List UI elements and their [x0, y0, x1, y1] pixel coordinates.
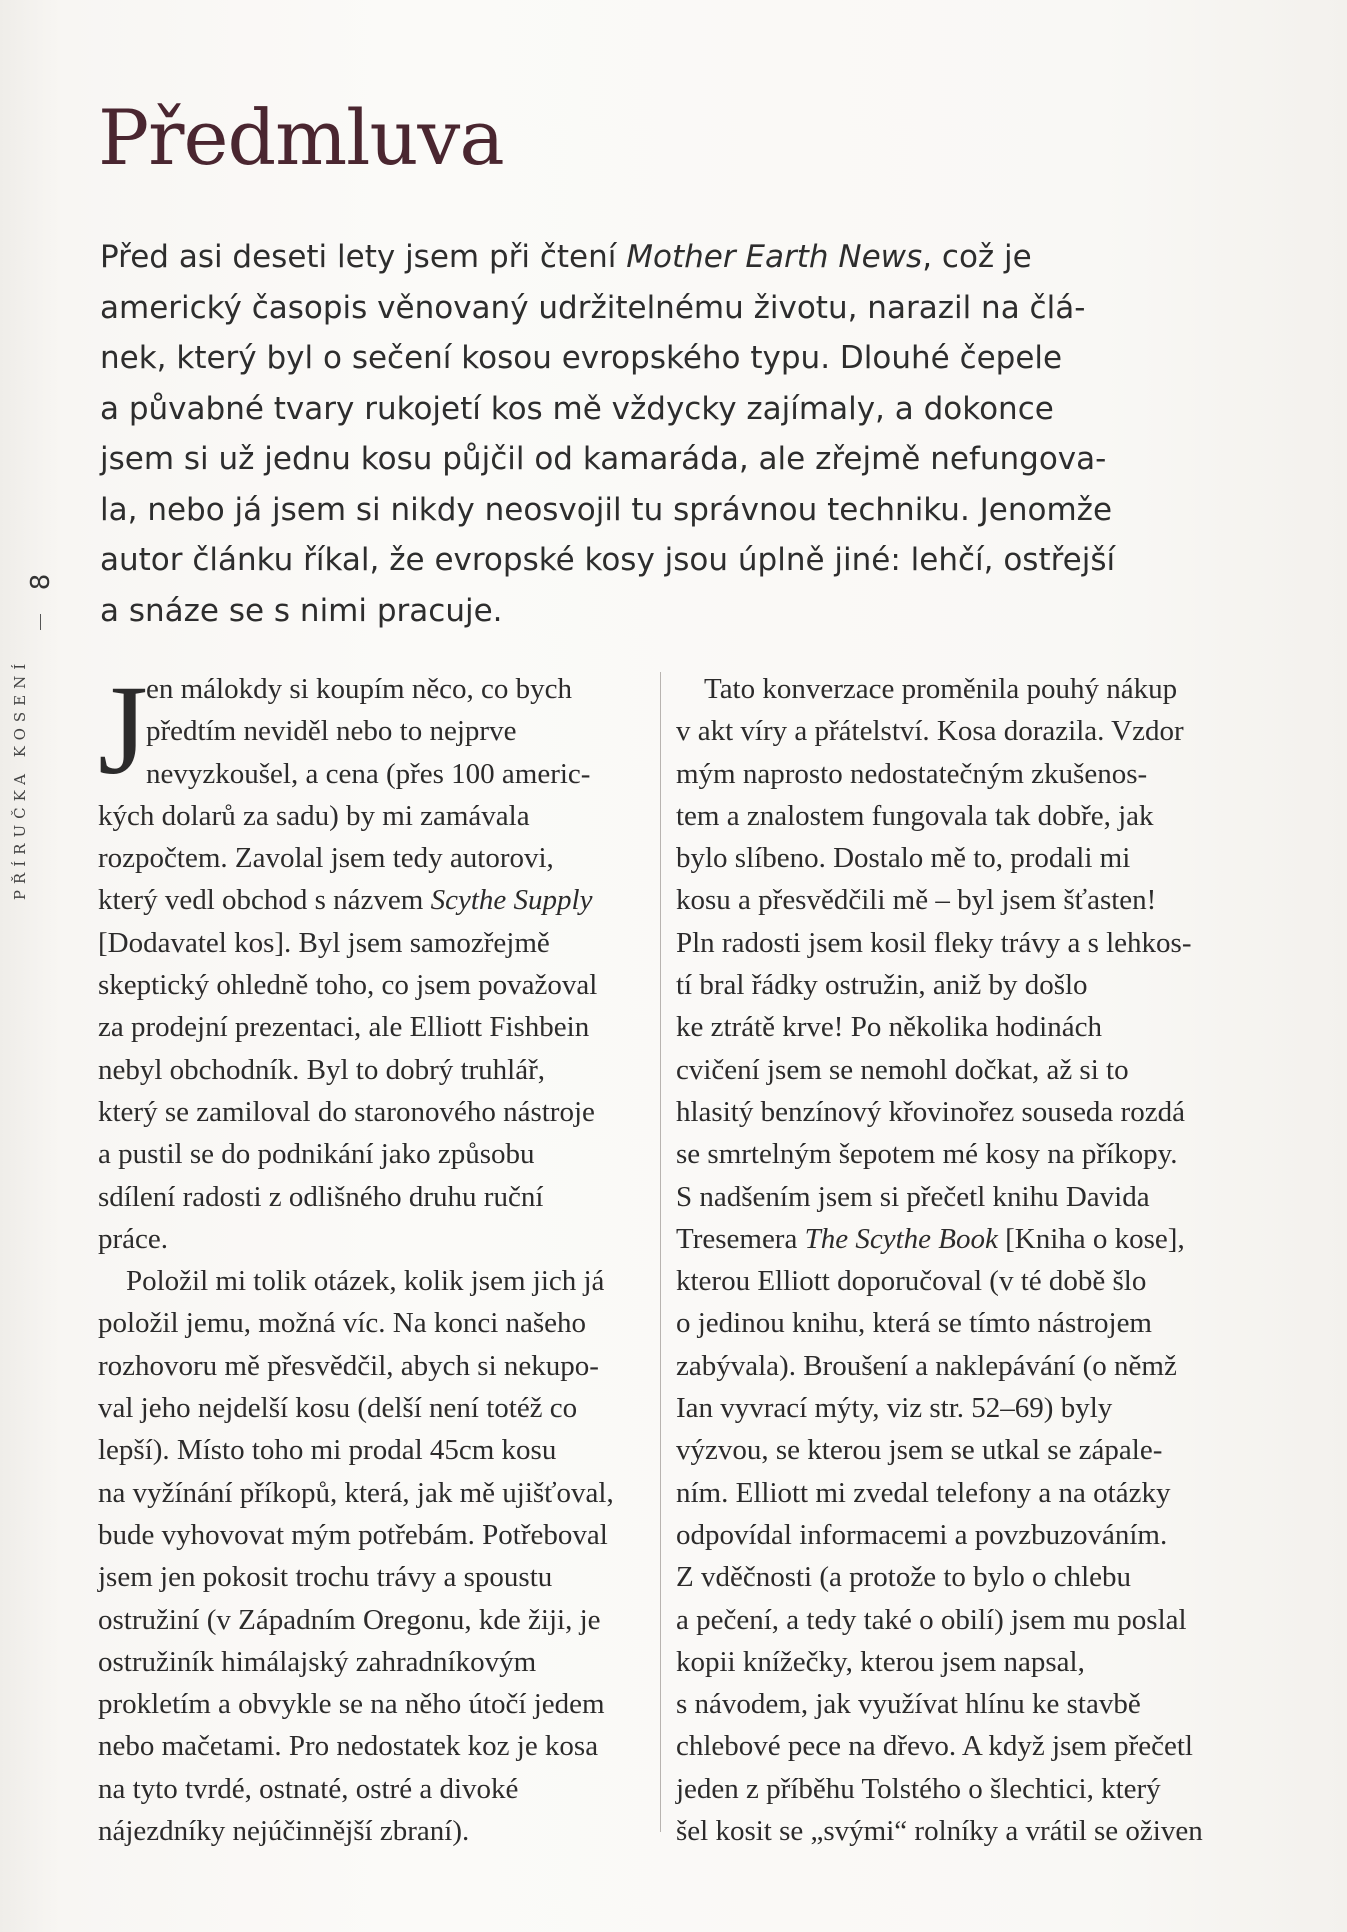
body-line: ostružiník himálajský zahradníkovým — [98, 1645, 537, 1678]
page-number: 8 — [26, 573, 56, 591]
body-line: jsem jen pokosit trochu trávy a spoustu — [98, 1561, 553, 1594]
body-line: hlasitý benzínový křovinořez souseda rozdá — [676, 1095, 1185, 1128]
body-line: položil jemu, možná víc. Na konci našeho — [98, 1307, 587, 1340]
intro-text: Před asi deseti lety jsem při čtení — [100, 239, 627, 275]
left-column — [98, 659, 638, 1852]
body-line: výzvou, se kterou jsem se utkal se zápale- — [676, 1434, 1163, 1467]
intro-line: la, nebo já jsem si nikdy neosvojil tu správnou techniku. Jenomže — [100, 491, 1113, 528]
body-line: lepší). Místo toho mi prodal 45cm kosu — [98, 1434, 557, 1467]
intro-line: nek, který byl o sečení kosou evropského typu. Dlouhé čepele — [100, 340, 1063, 376]
body-line: ostružiní (v Západním Oregonu, kde žiji, je — [98, 1603, 601, 1636]
intro-line: americký časopis věnovaný udržitelnému životu, narazil na člá- — [100, 289, 1086, 326]
body-line: předtím neviděl nebo to nejprve — [146, 715, 517, 748]
body-line: bude vyhovovat mým potřebám. Potřeboval — [98, 1518, 608, 1551]
drop-cap: J — [98, 659, 148, 801]
body-line: zabývala). Broušení a naklepávání (o němž — [676, 1349, 1177, 1382]
body-text: Tresemera — [676, 1222, 805, 1255]
body-line: odpovídal informacemi a povzbuzováním. — [676, 1518, 1168, 1551]
body-line: nebo mačetami. Pro nedostatek koz je kosa — [98, 1730, 599, 1763]
body-line: kosu a přesvědčili mě – byl jsem šťasten! — [676, 884, 1157, 917]
body-line: Ian vyvrací mýty, viz str. 52–69) byly — [676, 1392, 1113, 1425]
body-line: se smrtelným šepotem mé kosy na příkopy. — [676, 1138, 1178, 1171]
body-line: prokletím a obvykle se na něho útočí jedem — [98, 1688, 605, 1721]
intro-line — [100, 232, 1245, 283]
body-line: Pln radosti jsem kosil fleky trávy a s lehkos- — [676, 926, 1192, 959]
body-line — [676, 1218, 1246, 1260]
body-line: Tato konverzace proměnila pouhý nákup — [704, 673, 1178, 705]
body-line: ním. Elliott mi zvedal telefony a na otázky — [676, 1476, 1171, 1509]
intro-line: a snáze se s nimi pracuje. — [100, 592, 503, 629]
body-line: za prodejní prezentaci, ale Elliott Fishbein — [98, 1011, 590, 1044]
body-line: práce. — [98, 1222, 169, 1255]
body-line: v akt víry a přátelství. Kosa dorazila. Vzdor — [676, 715, 1184, 748]
body-line: rozpočtem. Zavolal jsem tedy autorovi, — [98, 842, 554, 875]
running-head-separator — [40, 614, 41, 630]
column-divider — [660, 672, 661, 1832]
chapter-title: Předmluva — [98, 93, 504, 182]
intro-line: a půvabné tvary rukojetí kos mě vždycky zajímaly, a dokonce — [100, 390, 1054, 427]
body-line: en málokdy si koupím něco, co bych — [146, 673, 573, 705]
body-line: tem a znalostem fungovala tak dobře, jak — [676, 799, 1154, 832]
body-line: chlebové pece na dřevo. A když jsem přečetl — [676, 1730, 1193, 1763]
shop-name: Scythe Supply — [430, 884, 593, 917]
body-line: kopii knížečky, kterou jsem napsal, — [676, 1645, 1085, 1678]
body-text: [Kniha o kose], — [997, 1222, 1185, 1255]
body-line: S nadšením jsem si přečetl knihu Davida — [676, 1180, 1150, 1213]
body-text: který vedl obchod s názvem — [98, 884, 431, 917]
intro-text: , což je — [922, 239, 1032, 275]
body-line: nevyzkoušel, a cena (přes 100 americ- — [146, 757, 591, 790]
body-line: který se zamiloval do staronového nástroje — [98, 1095, 595, 1128]
body-line: val jeho nejdelší kosu (delší není totéž co — [98, 1392, 578, 1425]
body-line: šel kosit se „svými“ rolníky a vrátil se oživen — [676, 1815, 1203, 1848]
body-line: a pustil se do podnikání jako způsobu — [98, 1138, 535, 1171]
body-line: kých dolarů za sadu) by mi zamávala — [98, 799, 530, 832]
body-line: na tyto tvrdé, ostnaté, ostré a divoké — [98, 1772, 519, 1805]
intro-paragraph — [100, 232, 1245, 636]
body-line: o jedinou knihu, která se tímto nástrojem — [676, 1307, 1152, 1340]
body-line: s návodem, jak využívat hlínu ke stavbě — [676, 1688, 1141, 1721]
intro-line: autor článku říkal, že evropské kosy jsou úplně jiné: lehčí, ostřejší — [100, 542, 1116, 578]
body-line: skeptický ohledně toho, co jsem považoval — [98, 969, 598, 1002]
body-line — [98, 879, 638, 921]
body-line: cvičení jsem se nemohl dočkat, až si to — [676, 1053, 1129, 1086]
body-line: sdílení radosti z odlišného druhu ruční — [98, 1180, 544, 1213]
body-line: Z vděčnosti (a protože to bylo o chlebu — [676, 1561, 1132, 1594]
running-head-book-title: PŘÍRUČKA KOSENÍ — [11, 657, 29, 901]
body-line: na vyžínání příkopů, která, jak mě ujišťoval, — [98, 1476, 614, 1509]
body-line: kterou Elliott doporučoval (v té době šlo — [676, 1265, 1147, 1298]
body-line: Položil mi tolik otázek, kolik jsem jich já — [126, 1265, 605, 1298]
body-line: nájezdníky nejúčinnější zbraní). — [98, 1815, 470, 1848]
body-line: jeden z příběhu Tolstého o šlechtici, který — [676, 1772, 1161, 1805]
magazine-title: Mother Earth News — [626, 239, 923, 275]
body-line: bylo slíbeno. Dostalo mě to, prodali mi — [676, 842, 1131, 875]
right-column — [676, 668, 1246, 1852]
book-title-reference: The Scythe Book — [804, 1222, 998, 1255]
body-line: nebyl obchodník. Byl to dobrý truhlář, — [98, 1053, 546, 1086]
intro-line: jsem si už jednu kosu půjčil od kamaráda, ale zřejmě nefungova- — [100, 441, 1107, 477]
body-line: [Dodavatel kos]. Byl jsem samozřejmě — [98, 926, 550, 959]
body-line: mým naprosto nedostatečným zkušenos- — [676, 757, 1148, 790]
body-line: ke ztrátě krve! Po několika hodinách — [676, 1011, 1102, 1044]
body-line: tí bral řádky ostružin, aniž by došlo — [676, 969, 1088, 1002]
body-line: rozhovoru mě přesvědčil, abych si nekupo- — [98, 1349, 599, 1382]
body-line: a pečení, a tedy také o obilí) jsem mu poslal — [676, 1603, 1187, 1636]
